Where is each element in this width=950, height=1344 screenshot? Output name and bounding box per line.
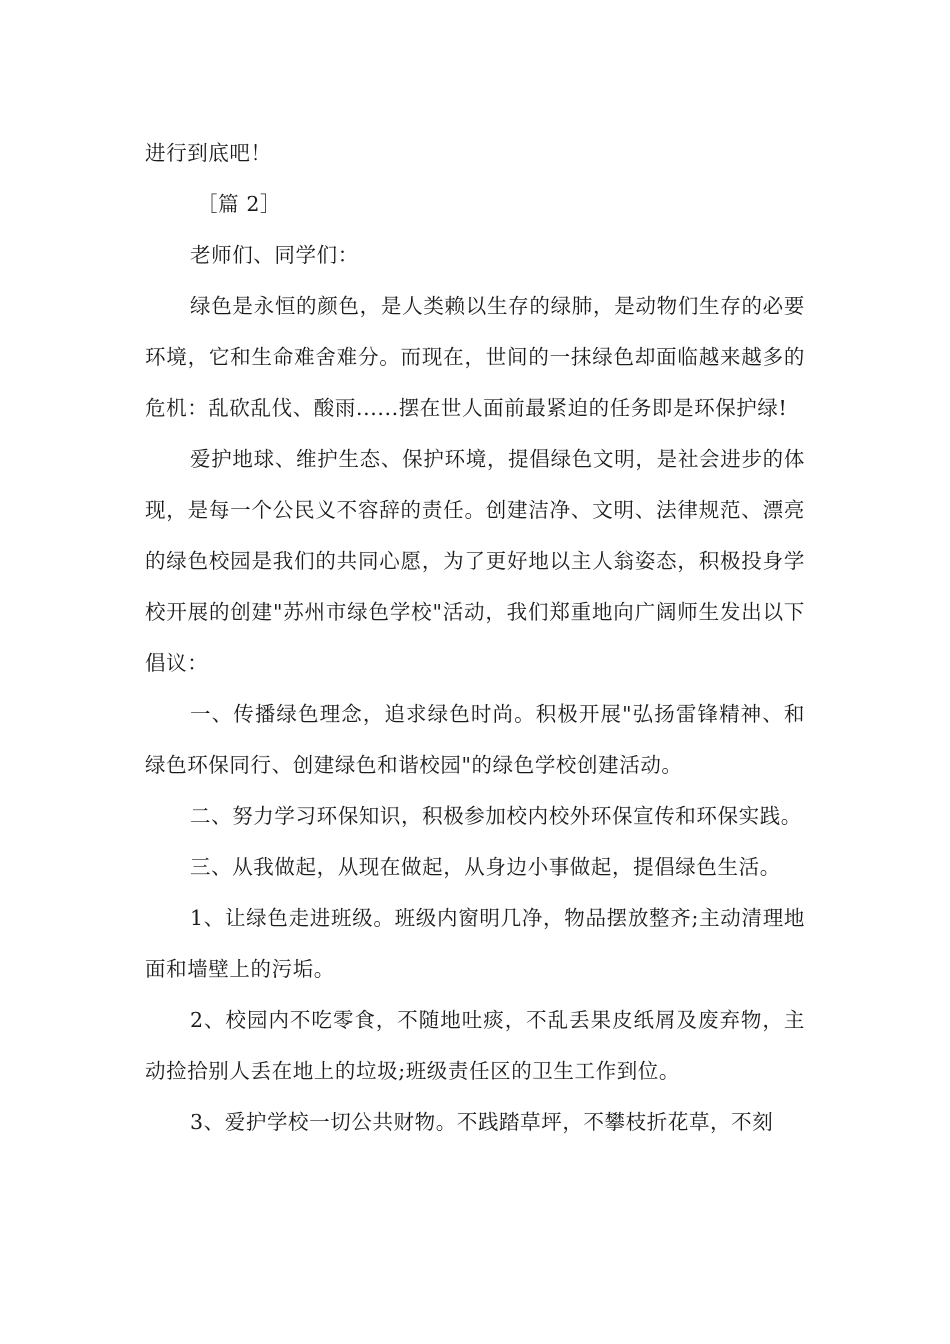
salutation: 老师们、同学们： xyxy=(190,243,359,267)
section-marker: ［篇 2］ xyxy=(197,192,282,216)
paragraph-responsibility: 爱护地球、维护生态、保护环境，提倡绿色文明，是社会进步的体现，是每一个公民义不容辞的责任。创建洁净、文明、法律规范、漂亮的绿色校园是我们的共同心愿，为了更好地以主人翁姿态，积极投身学校开展的创建"苏州市绿色学校"活动，我们郑重地向广阔师生发出以下倡议： xyxy=(145,447,805,675)
proposal-item-3: 三、从我做起，从现在做起，从身边小事做起，提倡绿色生活。 xyxy=(190,855,781,879)
document-body xyxy=(145,128,805,1148)
sub-item-1: 1、让绿色走进班级。班级内窗明几净，物品摆放整齐;主动清理地面和墙壁上的污垢。 xyxy=(145,906,805,981)
paragraph-green-intro: 绿色是永恒的颜色，是人类赖以生存的绿肺，是动物们生存的必要环境，它和生命难舍难分。而现在，世间的一抹绿色却面临越来越多的危机：乱砍乱伐、酸雨......摆在世人面前最紧迫的任务即是环保护绿! xyxy=(145,294,805,420)
sub-item-3: 3、爱护学校一切公共财物。不践踏草坪，不攀枝折花草，不刻 xyxy=(190,1110,774,1134)
proposal-item-1: 一、传播绿色理念，追求绿色时尚。积极开展"弘扬雷锋精神、和绿色环保同行、创建绿色和谐校园"的绿色学校创建活动。 xyxy=(145,702,805,777)
proposal-item-2: 二、努力学习环保知识，积极参加校内校外环保宣传和环保实践。 xyxy=(190,804,802,828)
sub-item-2: 2、校园内不吃零食，不随地吐痰，不乱丢果皮纸屑及废弃物，主动捡拾别人丢在地上的垃圾;班级责任区的卫生工作到位。 xyxy=(145,1008,805,1083)
paragraph-closing-line: 进行到底吧！ xyxy=(145,141,272,165)
